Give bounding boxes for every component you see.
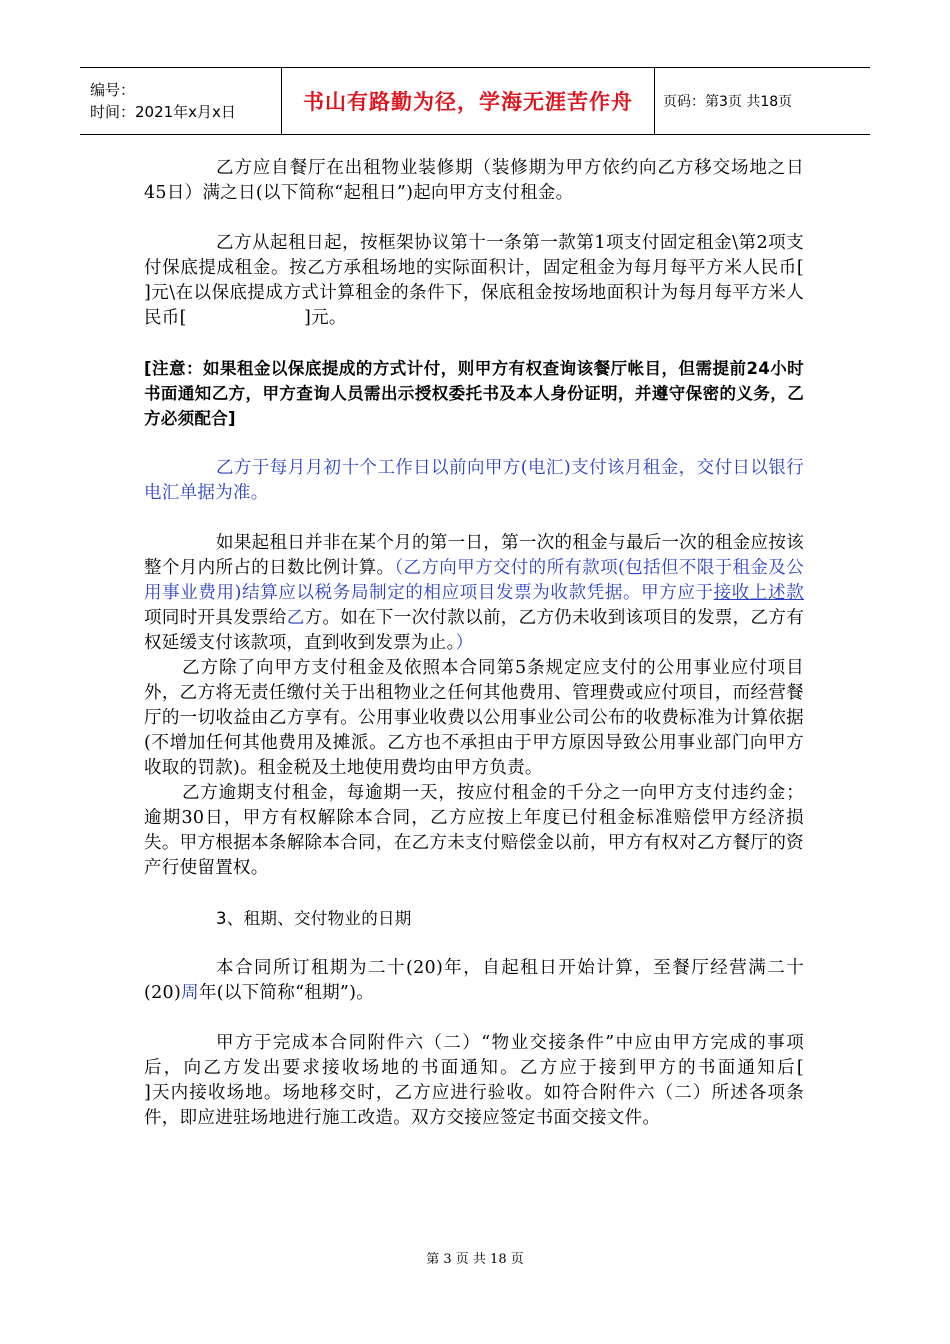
lease-term-text-c: 年(以下简称“租期”)。 (198, 983, 375, 1003)
paragraph-rent-amount: 乙方从起租日起，按框架协议第十一条第一款第1项支付固定租金\第2项支付保底提成租金。按乙方承租场地的实际面积计，固定租金为每月每平方米人民币[ ]元\在以保底提成方式计算租金的条件下，保底租金按场地面积计为每月每平方米人民币[ ]元。 (144, 233, 922, 328)
paragraph-handover: 甲方于完成本合同附件六（二）“物业交接条件”中应由甲方完成的事项后，向乙方发出要求接收场地的书面通知。乙方应于接到甲方的书面通知后[ ]天内接收场地。场地移交时，乙方应进行验收。如符合附件六（二）所述各项条件，即应进驻场地进行施工改造。双方交接应签定书面交接文件。 (144, 1033, 881, 1128)
proration-text: 如果起租日并非在某个月的第一日，第一次的租金与最后一次的租金应按该整个月内所占的日数比例计算。 (144, 533, 804, 578)
invoice-text-a: （乙方向甲方交付的所有款项(包括但不限于租金及公用事业费用)结算应以税务局制定的相应项目发票为收款凭据。甲方应于 (144, 558, 804, 603)
header-motto-cell (282, 68, 655, 134)
invoice-text-e: 方。如在下一次付款以前，乙方仍未收到该项目的发票，乙方有权延缓支付该款项，直到收到发票为止。 (144, 608, 804, 653)
section-heading-3: 3、租期、交付物业的日期 (216, 909, 412, 928)
header-motto: 书山有路勤为径，学海无涯苦作舟 (303, 90, 633, 114)
page-header (80, 67, 870, 135)
paragraph-rent-start: 乙方应自餐厅在出租物业装修期（装修期为甲方依约向乙方移交场地之日45日）满之日(以下简称“起租日”)起向甲方支付租金。 (144, 158, 804, 203)
document-body (144, 156, 922, 1131)
paragraph-lease-term (144, 956, 804, 1006)
lease-term-text-b: 周 (181, 983, 199, 1003)
document-number-label: 编号： (90, 81, 136, 99)
paragraph-late-payment: 乙方逾期支付租金，每逾期一天，按应付租金的千分之一向甲方支付违约金；逾期30日，甲方有权解除本合同，乙方应按上年度已付租金标准赔偿甲方经济损失。甲方根据本条解除本合同，在乙方未支付赔偿金以前，甲方有权对乙方餐厅的资产行使留置权。 (144, 783, 804, 878)
invoice-text-d: 乙 (286, 608, 305, 628)
paragraph-note: [注意：如果租金以保底提成的方式计付，则甲方有权查询该餐厅帐目，但需提前24小时书面通知乙方，甲方查询人员需出示授权委托书及本人身份证明，并遵守保密的义务，乙方必须配合] (144, 359, 804, 428)
paragraph-payment-date: 乙方于每月月初十个工作日以前向甲方(电汇)支付该月租金，交付日以银行电汇单据为准。 (144, 458, 804, 503)
header-page-number: 页码：第3页 共18页 (663, 94, 793, 110)
paragraph-proration (144, 531, 804, 656)
paragraph-other-fees: 乙方除了向甲方支付租金及依照本合同第5条规定应支付的公用事业应付项目外，乙方将无责任缴付关于出租物业之任何其他费用、管理费或应付项目，而经营餐厅的一切收益由乙方享有。公用事业收费以公用事业公司公布的收费标准为计算依据(不增加任何其他费用及摊派。乙方也不承担由于甲方原因导致公用事业部门向甲方收取的罚款)。租金税及土地使用费均由甲方负责。 (144, 658, 804, 778)
header-meta (80, 68, 282, 134)
invoice-text-f: ） (455, 633, 474, 653)
document-date: 时间：2021年x月x日 (90, 103, 236, 121)
lease-term-text-a: 本合同所订租期为二十(20)年，自起租日开始计算，至餐厅经营满二十(20) (144, 958, 804, 1003)
invoice-text-c: 项同时开具发票给 (144, 608, 287, 628)
invoice-text-b: 接收上述款 (713, 583, 804, 603)
page-footer: 第 3 页 共 18 页 (426, 1252, 524, 1267)
header-page-info (655, 68, 870, 134)
